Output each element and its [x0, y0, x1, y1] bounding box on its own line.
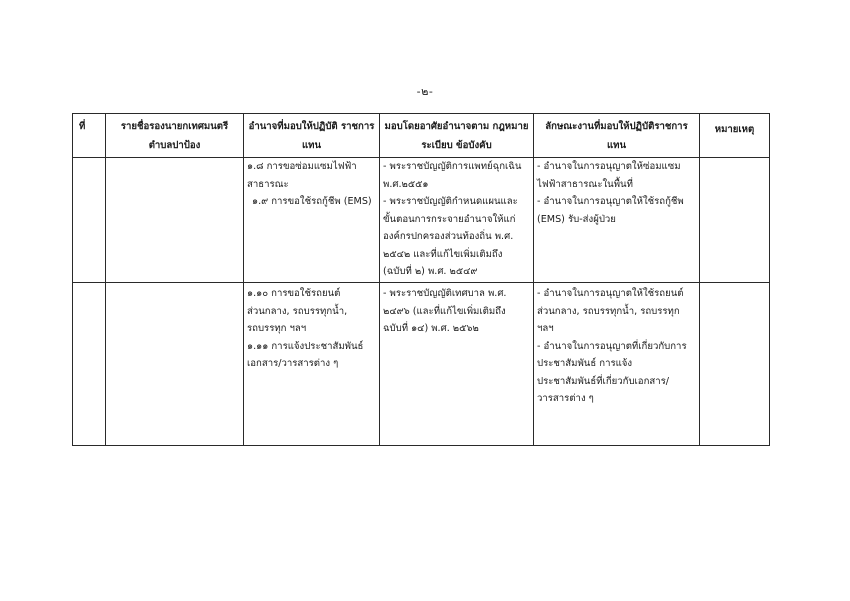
- text-line: ส่วนกลาง, รถบรรทุกน้ำ, รถบรรทุก: [537, 305, 680, 317]
- text-line: - อำนาจในการอนุญาตให้ใช้รถยนต์: [537, 288, 684, 299]
- text-line: ๑.๘ การขอซ่อมแซมไฟฟ้า: [247, 161, 357, 172]
- cell-delegated-power: [244, 158, 380, 283]
- text-line: ไฟฟ้าสาธารณะในพื้นที่: [537, 178, 633, 190]
- text-line: วารสารต่าง ๆ: [537, 393, 594, 404]
- text-line: - อำนาจในการอนุญาตที่เกี่ยวกับการ: [537, 340, 687, 352]
- text-line: ฉบับที่ ๑๔) พ.ศ. ๒๕๖๒: [383, 323, 479, 334]
- text-line: ๑.๑๑ การแจ้งประชาสัมพันธ์: [247, 340, 364, 352]
- cell-deputy-mayor: [106, 283, 244, 446]
- header-deputy-mayor: รายชื่อรองนายกเทศมนตรี ตำบลปาป้อง: [106, 114, 244, 158]
- text-line: - พระราชบัญญัติกำหนดแผนและ: [383, 196, 518, 207]
- text-line: ๑.๙ การขอใช้รถกู้ชีพ (EMS): [252, 196, 372, 207]
- text-line: องค์กรปกครองส่วนท้องถิ่น พ.ศ.: [383, 231, 514, 242]
- header-number: ที่: [73, 114, 106, 158]
- cell-delegated-power: [244, 283, 380, 446]
- cell-legal-basis: [380, 158, 534, 283]
- text-line: ประชาสัมพันธ์ การแจ้ง: [537, 358, 633, 369]
- table-row: [73, 283, 770, 446]
- header-task-description: ลักษณะงานที่มอบให้ปฏิบัติราชการ แทน: [534, 114, 700, 158]
- text-line: ประชาสัมพันธ์ที่เกี่ยวกับเอกสาร/: [537, 375, 670, 387]
- header-remarks: หมายเหตุ: [700, 114, 770, 158]
- text-line: เอกสาร/วารสารต่าง ๆ: [247, 358, 339, 369]
- cell-task-description: [534, 158, 700, 283]
- header-delegated-power: อำนาจที่มอบให้ปฏิบัติ ราชการแทน: [244, 114, 380, 158]
- cell-legal-basis: [380, 283, 534, 446]
- cell-remarks: [700, 158, 770, 283]
- table-header-row: [73, 114, 770, 158]
- text-line: ฯลฯ: [537, 323, 554, 334]
- text-line: พ.ศ.๒๕๕๑: [383, 178, 429, 190]
- text-line: ๑.๑๐ การขอใช้รถยนต์: [247, 288, 341, 299]
- page-number: -๒-: [416, 85, 434, 98]
- text-line: รถบรรทุก ฯลฯ: [247, 323, 307, 334]
- table-row: [73, 158, 770, 283]
- text-line: - อำนาจในการอนุญาตให้ซ่อมแซม: [537, 161, 681, 172]
- text-line: - พระราชบัญญัติการแพทย์ฉุกเฉิน: [383, 161, 522, 172]
- text-line: (EMS) รับ-ส่งผู้ป่วย: [537, 213, 616, 225]
- delegation-table: [72, 113, 770, 446]
- text-line: - อำนาจในการอนุญาตให้ใช้รถกู้ชีพ: [537, 196, 684, 207]
- cell-remarks: [700, 283, 770, 446]
- cell-task-description: [534, 283, 700, 446]
- text-line: ๒๔๙๖ (และที่แก้ไขเพิ่มเติมถึง: [383, 305, 506, 317]
- text-line: - พระราชบัญญัติเทศบาล พ.ศ.: [383, 288, 507, 299]
- text-line: ส่วนกลาง, รถบรรทุกน้ำ,: [247, 305, 348, 317]
- text-line: (ฉบับที่ ๒) พ.ศ. ๒๕๔๙: [383, 266, 478, 277]
- text-line: ขั้นตอนการกระจายอำนาจให้แก่: [383, 213, 516, 225]
- cell-number: [73, 283, 106, 446]
- cell-number: [73, 158, 106, 283]
- header-legal-basis: มอบโดยอาศัยอำนาจตาม กฎหมาย ระเบียบ ข้อบังคับ: [380, 114, 534, 158]
- cell-deputy-mayor: [106, 158, 244, 283]
- text-line: สาธารณะ: [247, 178, 289, 190]
- text-line: ๒๕๔๒ และที่แก้ไขเพิ่มเติมถึง: [383, 248, 503, 260]
